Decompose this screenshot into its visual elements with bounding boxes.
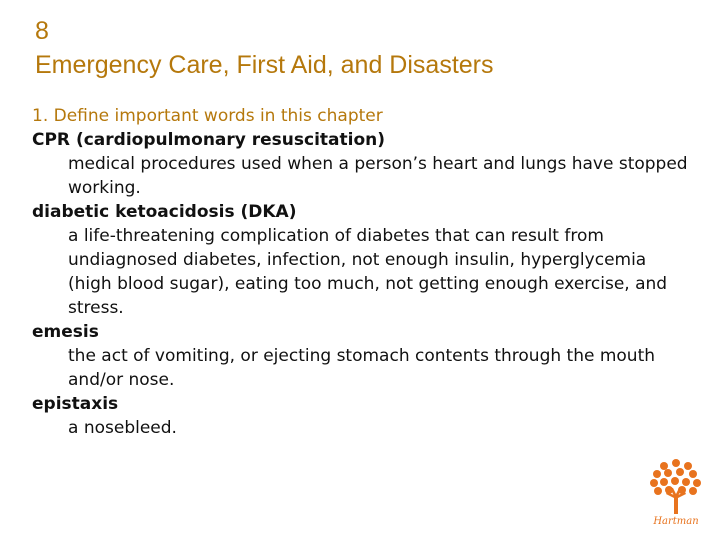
hartman-logo [646, 458, 706, 532]
slide-title [35, 14, 494, 82]
term-cpr: CPR (cardiopulmonary resuscitation) [32, 130, 386, 150]
chapter-number: 8 [35, 17, 49, 45]
definition-dka: a life-threatening complication of diabetes that can result from undiagnosed diabetes, infection, not enough insulin, hyperglycemia (high blood sugar), eating too much, not getting enough exercise, and stress. [68, 226, 668, 318]
slide-body [32, 104, 712, 440]
section-subheading: 1. Define important words in this chapter [32, 106, 383, 126]
term-epistaxis: epistaxis [32, 394, 119, 414]
definition-emesis: the act of vomiting, or ejecting stomach contents through the mouth and/or nose. [68, 346, 656, 390]
logo-text: Hartman [653, 516, 699, 527]
term-dka: diabetic ketoacidosis (DKA) [32, 202, 297, 222]
chapter-title: Emergency Care, First Aid, and Disasters [35, 51, 494, 79]
definition-epistaxis: a nosebleed. [68, 418, 177, 438]
definition-cpr: medical procedures used when a person’s heart and lungs have stopped working. [68, 154, 688, 198]
term-emesis: emesis [32, 322, 99, 342]
